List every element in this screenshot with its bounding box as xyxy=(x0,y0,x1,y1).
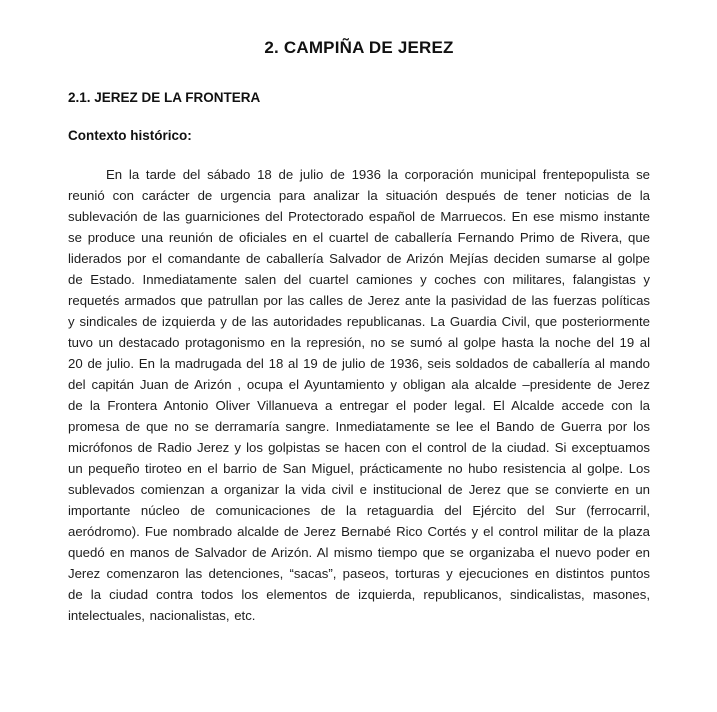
document-page xyxy=(0,38,717,712)
section-heading: 2.1. JEREZ DE LA FRONTERA xyxy=(68,90,261,105)
subsection-heading: Contexto histórico: xyxy=(68,128,192,143)
document-title: 2. CAMPIÑA DE JEREZ xyxy=(264,38,454,57)
body-paragraph: En la tarde del sábado 18 de julio de 1936 la corporación municipal frentepopulista se reunió con carácter de urgencia para analizar la situación después de tener noticias de la sublevación de las guarniciones del Protectorado español de Marruecos. En ese mismo instante se produce una reunión de oficiales en el cuartel de caballería Fernando Primo de Rivera, que liderados por el comandante de caballería Salvador de Arizón Mejías deciden sumarse al golpe de Estado. Inmediatamente salen del cuartel camiones y coches con militares, falangistas y requetés armados que patrullan por las calles de Jerez ante la pasividad de las fuerzas políticas y sindicales de izquierda y de las autoridades republicanas. La Guardia Civil, que posteriormente tuvo un destacado protagonismo en la represión, no se sumó al golpe hasta la noche del 19 al 20 de julio. En la madrugada del 18 al 19 de julio de 1936, seis soldados de caballería al mando del capitán Juan de Arizón , ocupa el Ayuntamiento y obligan ala alcalde –presidente de Jerez de la Frontera Antonio Oliver Villanueva a entregar el poder legal. El Alcalde accede con la promesa de que no se derramaría sangre. Inmediatamente se lee el Bando de Guerra por los micrófonos de Radio Jerez y los golpistas se hacen con el control de la ciudad. Si exceptuamos un pequeño tiroteo en el barrio de San Miguel, prácticamente no hubo resistencia al golpe. Los sublevados comienzan a organizar la vida civil e institucional de Jerez que se convierte en un importante núcleo de comunicaciones de la retaguardia del Ejército del Sur (ferrocarril, aeródromo). Fue nombrado alcalde de Jerez Bernabé Rico Cortés y el control militar de la plaza quedó en manos de Salvador de Arizón. Al mismo tiempo que se organizaba el nuevo poder en Jerez comenzaron las detenciones, “sacas”, paseos, torturas y ejecuciones en distintos puntos de la ciudad contra todos los elementos de izquierda, republicanos, sindicalistas, masones, intelectuales, nacionalistas, etc. xyxy=(68,167,650,623)
